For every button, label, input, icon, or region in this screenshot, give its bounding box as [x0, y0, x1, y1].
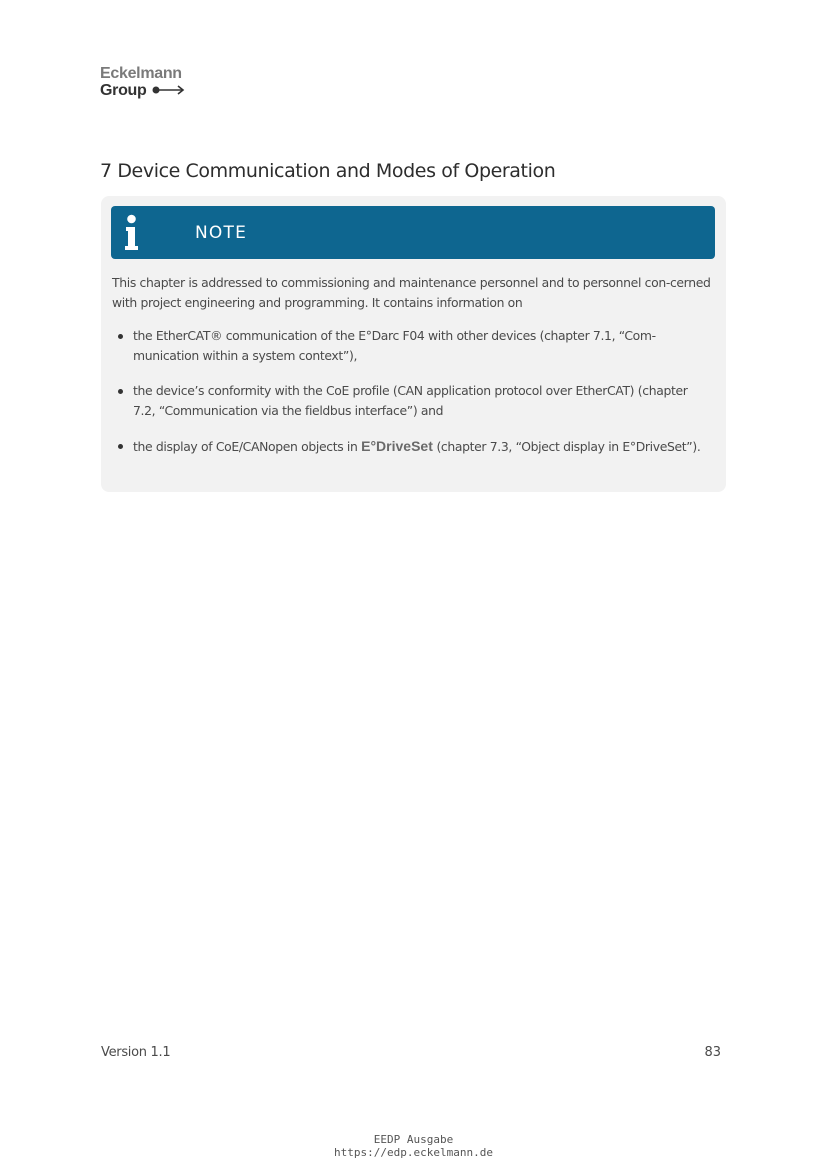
note-header [111, 206, 715, 259]
arrow-right-icon [152, 83, 185, 99]
note-intro: This chapter is addressed to commissioning and maintenance personnel and to personnel con-cerned with project engineering and programming. It contains information on [112, 275, 711, 310]
list-item-text: the device’s conformity with the CoE profile (CAN application protocol over EtherCAT) (chapter 7.2, “Communication via the fieldbus interface”) and [133, 383, 688, 418]
list-item [112, 436, 712, 457]
bullet-icon [118, 444, 123, 449]
footer-version: Version 1.1 [101, 1045, 171, 1060]
info-icon [123, 214, 143, 257]
page-number: 83 [704, 1045, 721, 1060]
stamp-line1: EEDP Ausgabe [373, 1133, 454, 1146]
note-label: NOTE [195, 223, 248, 243]
logo-text-line1: Eckelmann [100, 65, 182, 82]
list-item [112, 381, 712, 421]
list-item-text: the EtherCAT® communication of the E°Darc F04 with other devices (chapter 7.1, “Com-munication within a system context”), [133, 328, 656, 363]
stamp-url: https://edp.eckelmann.de [334, 1146, 493, 1159]
bullet-icon [118, 334, 123, 339]
logo-text-line2-wrap [100, 83, 185, 99]
note-bullet-list [112, 326, 712, 457]
note-body [112, 273, 712, 472]
product-name: E°DriveSet [361, 438, 433, 454]
list-item-text-after: (chapter 7.3, “Object display in E°DriveSet”). [432, 439, 701, 454]
print-stamp [0, 1133, 827, 1159]
chapter-title: 7 Device Communication and Modes of Operation [100, 160, 556, 182]
logo-text-line2: Group [100, 82, 147, 99]
note-box [101, 196, 726, 492]
bullet-icon [118, 389, 123, 394]
company-logo [100, 66, 185, 99]
list-item-text-before: the display of CoE/CANopen objects in [133, 439, 362, 454]
list-item [112, 326, 712, 366]
